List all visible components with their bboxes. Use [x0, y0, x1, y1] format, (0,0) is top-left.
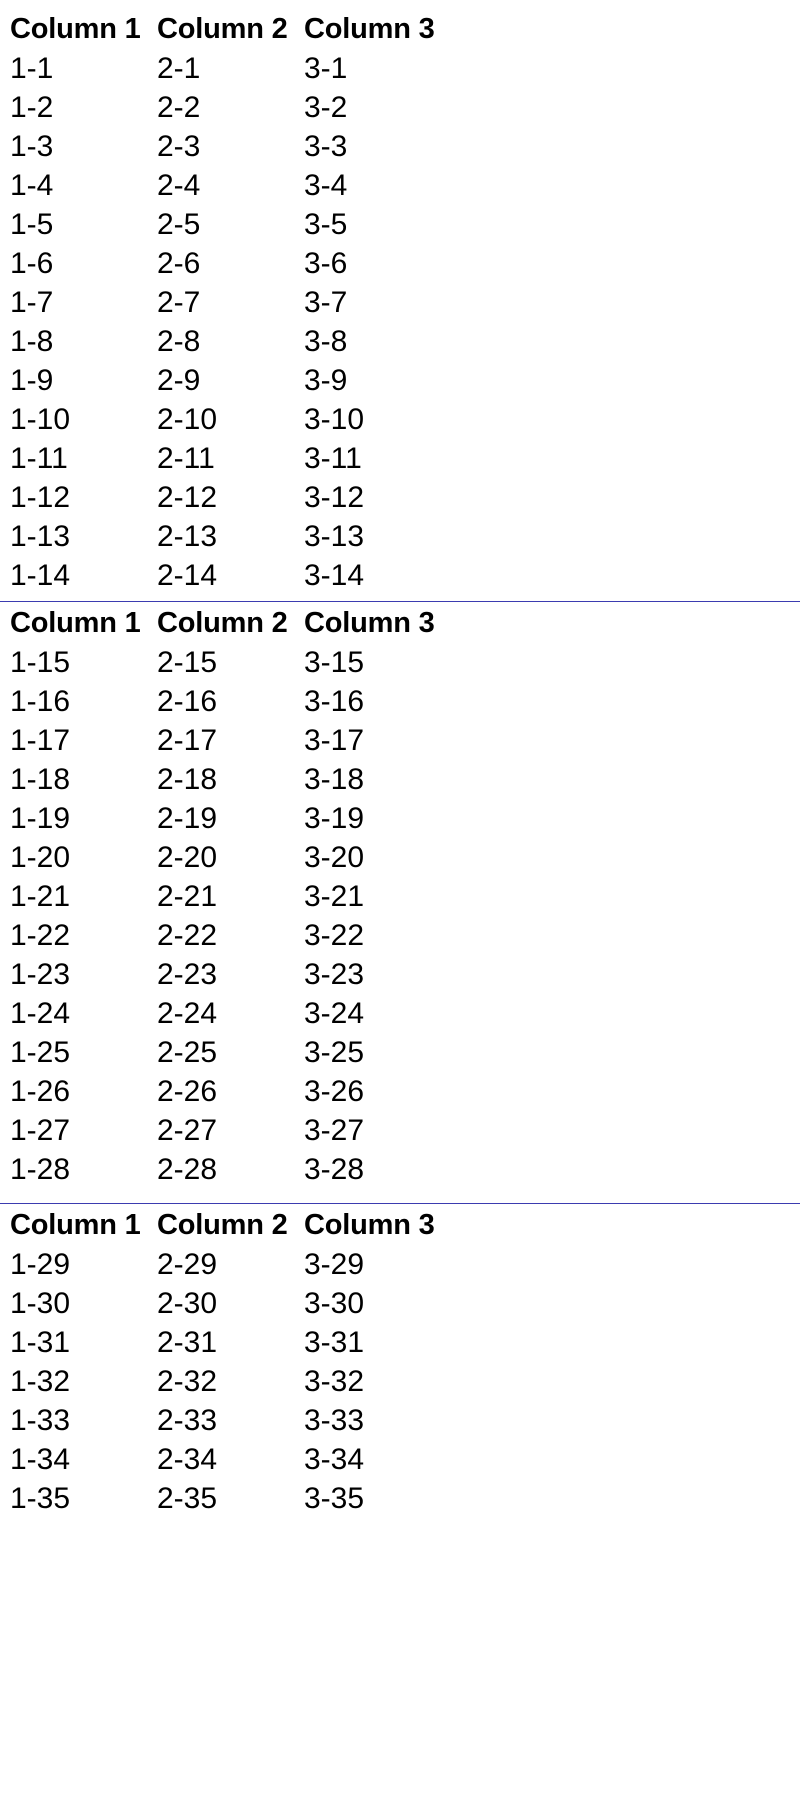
table-cell: 1-20 [10, 841, 71, 874]
table-cell: 3-22 [304, 919, 365, 952]
table-body [10, 1245, 451, 1518]
table-page-2 [0, 604, 800, 1189]
table-cell: 3-17 [304, 724, 365, 757]
table-cell: 1-30 [10, 1287, 71, 1320]
table-cell: 1-9 [10, 364, 54, 397]
table-cell: 3-27 [304, 1114, 365, 1147]
table-cell: 1-14 [10, 559, 71, 592]
table-row [10, 283, 451, 322]
column-header: Column 1 [10, 1209, 141, 1241]
table-cell: 3-33 [304, 1404, 365, 1437]
table-cell: 2-6 [157, 247, 201, 280]
table-row [10, 1111, 451, 1150]
table-cell: 1-26 [10, 1075, 71, 1108]
table-cell: 3-18 [304, 763, 365, 796]
table-cell: 3-13 [304, 520, 365, 553]
column-header: Column 3 [304, 607, 435, 639]
table-row [10, 49, 451, 88]
table-cell: 2-3 [157, 130, 201, 163]
table-cell: 2-14 [157, 559, 218, 592]
table-header [10, 10, 451, 49]
table-cell: 1-13 [10, 520, 71, 553]
table-cell: 2-11 [157, 442, 215, 475]
table-cell: 2-4 [157, 169, 201, 202]
table-cell: 1-35 [10, 1482, 71, 1515]
table-cell: 3-6 [304, 247, 348, 280]
table-cell: 1-22 [10, 919, 71, 952]
table-row [10, 166, 451, 205]
data-table [10, 10, 451, 595]
table-cell: 1-2 [10, 91, 54, 124]
table-cell: 1-7 [10, 286, 54, 319]
table-cell: 1-23 [10, 958, 71, 991]
table-cell: 2-23 [157, 958, 218, 991]
table-cell: 3-32 [304, 1365, 365, 1398]
data-table [10, 604, 451, 1189]
table-page-1 [0, 10, 800, 595]
table-cell: 3-35 [304, 1482, 365, 1515]
column-header: Column 1 [10, 607, 141, 639]
table-cell: 2-25 [157, 1036, 218, 1069]
table-row [10, 877, 451, 916]
table-cell: 2-28 [157, 1153, 218, 1186]
table-cell: 3-31 [304, 1326, 365, 1359]
table-cell: 2-1 [157, 52, 201, 85]
data-table [10, 1206, 451, 1518]
table-row [10, 127, 451, 166]
table-cell: 2-18 [157, 763, 218, 796]
table-cell: 1-10 [10, 403, 71, 436]
column-header: Column 1 [10, 13, 141, 45]
table-cell: 2-33 [157, 1404, 218, 1437]
table-cell: 3-20 [304, 841, 365, 874]
column-header: Column 2 [157, 13, 288, 45]
table-cell: 2-35 [157, 1482, 218, 1515]
table-cell: 1-1 [10, 52, 54, 85]
table-row [10, 799, 451, 838]
table-cell: 1-8 [10, 325, 54, 358]
table-cell: 2-31 [157, 1326, 218, 1359]
table-page-3 [0, 1206, 800, 1518]
column-header: Column 3 [304, 13, 435, 45]
table-cell: 3-9 [304, 364, 348, 397]
table-cell: 2-15 [157, 646, 218, 679]
table-cell: 1-3 [10, 130, 54, 163]
table-header [10, 1206, 451, 1245]
table-cell: 1-31 [10, 1326, 71, 1359]
table-cell: 2-29 [157, 1248, 218, 1281]
header-row [10, 10, 451, 49]
table-cell: 3-23 [304, 958, 365, 991]
table-cell: 3-8 [304, 325, 348, 358]
table-cell: 3-30 [304, 1287, 365, 1320]
table-row [10, 439, 451, 478]
table-cell: 3-4 [304, 169, 348, 202]
table-row [10, 1362, 451, 1401]
table-cell: 2-5 [157, 208, 201, 241]
table-cell: 2-19 [157, 802, 218, 835]
table-cell: 1-33 [10, 1404, 71, 1437]
table-header [10, 604, 451, 643]
table-cell: 3-29 [304, 1248, 365, 1281]
table-cell: 1-32 [10, 1365, 71, 1398]
table-cell: 2-30 [157, 1287, 218, 1320]
table-row [10, 322, 451, 361]
table-cell: 2-10 [157, 403, 218, 436]
table-cell: 1-19 [10, 802, 71, 835]
table-cell: 2-27 [157, 1114, 218, 1147]
table-row [10, 478, 451, 517]
table-cell: 3-26 [304, 1075, 365, 1108]
table-cell: 2-22 [157, 919, 218, 952]
table-body [10, 49, 451, 595]
table-row [10, 361, 451, 400]
table-body [10, 643, 451, 1189]
column-header: Column 2 [157, 1209, 288, 1241]
table-cell: 3-11 [304, 442, 362, 475]
table-cell: 2-24 [157, 997, 218, 1030]
table-row [10, 838, 451, 877]
table-cell: 2-16 [157, 685, 218, 718]
table-cell: 1-24 [10, 997, 71, 1030]
table-row [10, 400, 451, 439]
table-row [10, 1401, 451, 1440]
table-row [10, 205, 451, 244]
table-row [10, 88, 451, 127]
table-row [10, 1440, 451, 1479]
table-row [10, 955, 451, 994]
table-row [10, 916, 451, 955]
page-divider [0, 1203, 800, 1204]
table-cell: 1-27 [10, 1114, 71, 1147]
table-cell: 3-34 [304, 1443, 365, 1476]
table-row [10, 760, 451, 799]
table-row [10, 721, 451, 760]
table-row [10, 244, 451, 283]
header-row [10, 604, 451, 643]
table-row [10, 1072, 451, 1111]
table-row [10, 1479, 451, 1518]
table-cell: 1-5 [10, 208, 54, 241]
table-cell: 2-12 [157, 481, 218, 514]
table-cell: 1-16 [10, 685, 71, 718]
table-cell: 3-2 [304, 91, 348, 124]
table-cell: 2-7 [157, 286, 201, 319]
table-row [10, 1323, 451, 1362]
table-cell: 3-10 [304, 403, 365, 436]
table-cell: 2-13 [157, 520, 218, 553]
table-cell: 3-16 [304, 685, 365, 718]
table-cell: 3-21 [304, 880, 365, 913]
table-row [10, 1284, 451, 1323]
table-cell: 1-28 [10, 1153, 71, 1186]
table-cell: 2-20 [157, 841, 218, 874]
table-row [10, 1150, 451, 1189]
table-cell: 3-1 [304, 52, 348, 85]
table-cell: 1-18 [10, 763, 71, 796]
table-row [10, 1245, 451, 1284]
table-row [10, 517, 451, 556]
table-cell: 2-17 [157, 724, 218, 757]
table-cell: 1-17 [10, 724, 71, 757]
table-row [10, 643, 451, 682]
column-header: Column 2 [157, 607, 288, 639]
column-header: Column 3 [304, 1209, 435, 1241]
table-cell: 3-7 [304, 286, 348, 319]
table-cell: 1-12 [10, 481, 71, 514]
table-cell: 1-4 [10, 169, 54, 202]
table-cell: 2-34 [157, 1443, 218, 1476]
table-cell: 3-28 [304, 1153, 365, 1186]
table-row [10, 1033, 451, 1072]
table-cell: 1-11 [10, 442, 68, 475]
page-divider [0, 601, 800, 602]
table-cell: 2-21 [157, 880, 218, 913]
table-cell: 3-14 [304, 559, 365, 592]
table-cell: 2-26 [157, 1075, 218, 1108]
table-cell: 1-29 [10, 1248, 71, 1281]
table-cell: 3-12 [304, 481, 365, 514]
table-cell: 2-32 [157, 1365, 218, 1398]
table-cell: 1-34 [10, 1443, 71, 1476]
table-cell: 2-9 [157, 364, 201, 397]
table-cell: 2-2 [157, 91, 201, 124]
table-cell: 2-8 [157, 325, 201, 358]
table-cell: 3-5 [304, 208, 348, 241]
header-row [10, 1206, 451, 1245]
table-cell: 3-19 [304, 802, 365, 835]
table-cell: 3-25 [304, 1036, 365, 1069]
table-cell: 3-24 [304, 997, 365, 1030]
table-cell: 1-21 [10, 880, 71, 913]
table-cell: 1-6 [10, 247, 54, 280]
table-row [10, 682, 451, 721]
table-cell: 3-3 [304, 130, 348, 163]
table-row [10, 994, 451, 1033]
table-row [10, 556, 451, 595]
table-cell: 1-15 [10, 646, 71, 679]
table-cell: 3-15 [304, 646, 365, 679]
table-cell: 1-25 [10, 1036, 71, 1069]
